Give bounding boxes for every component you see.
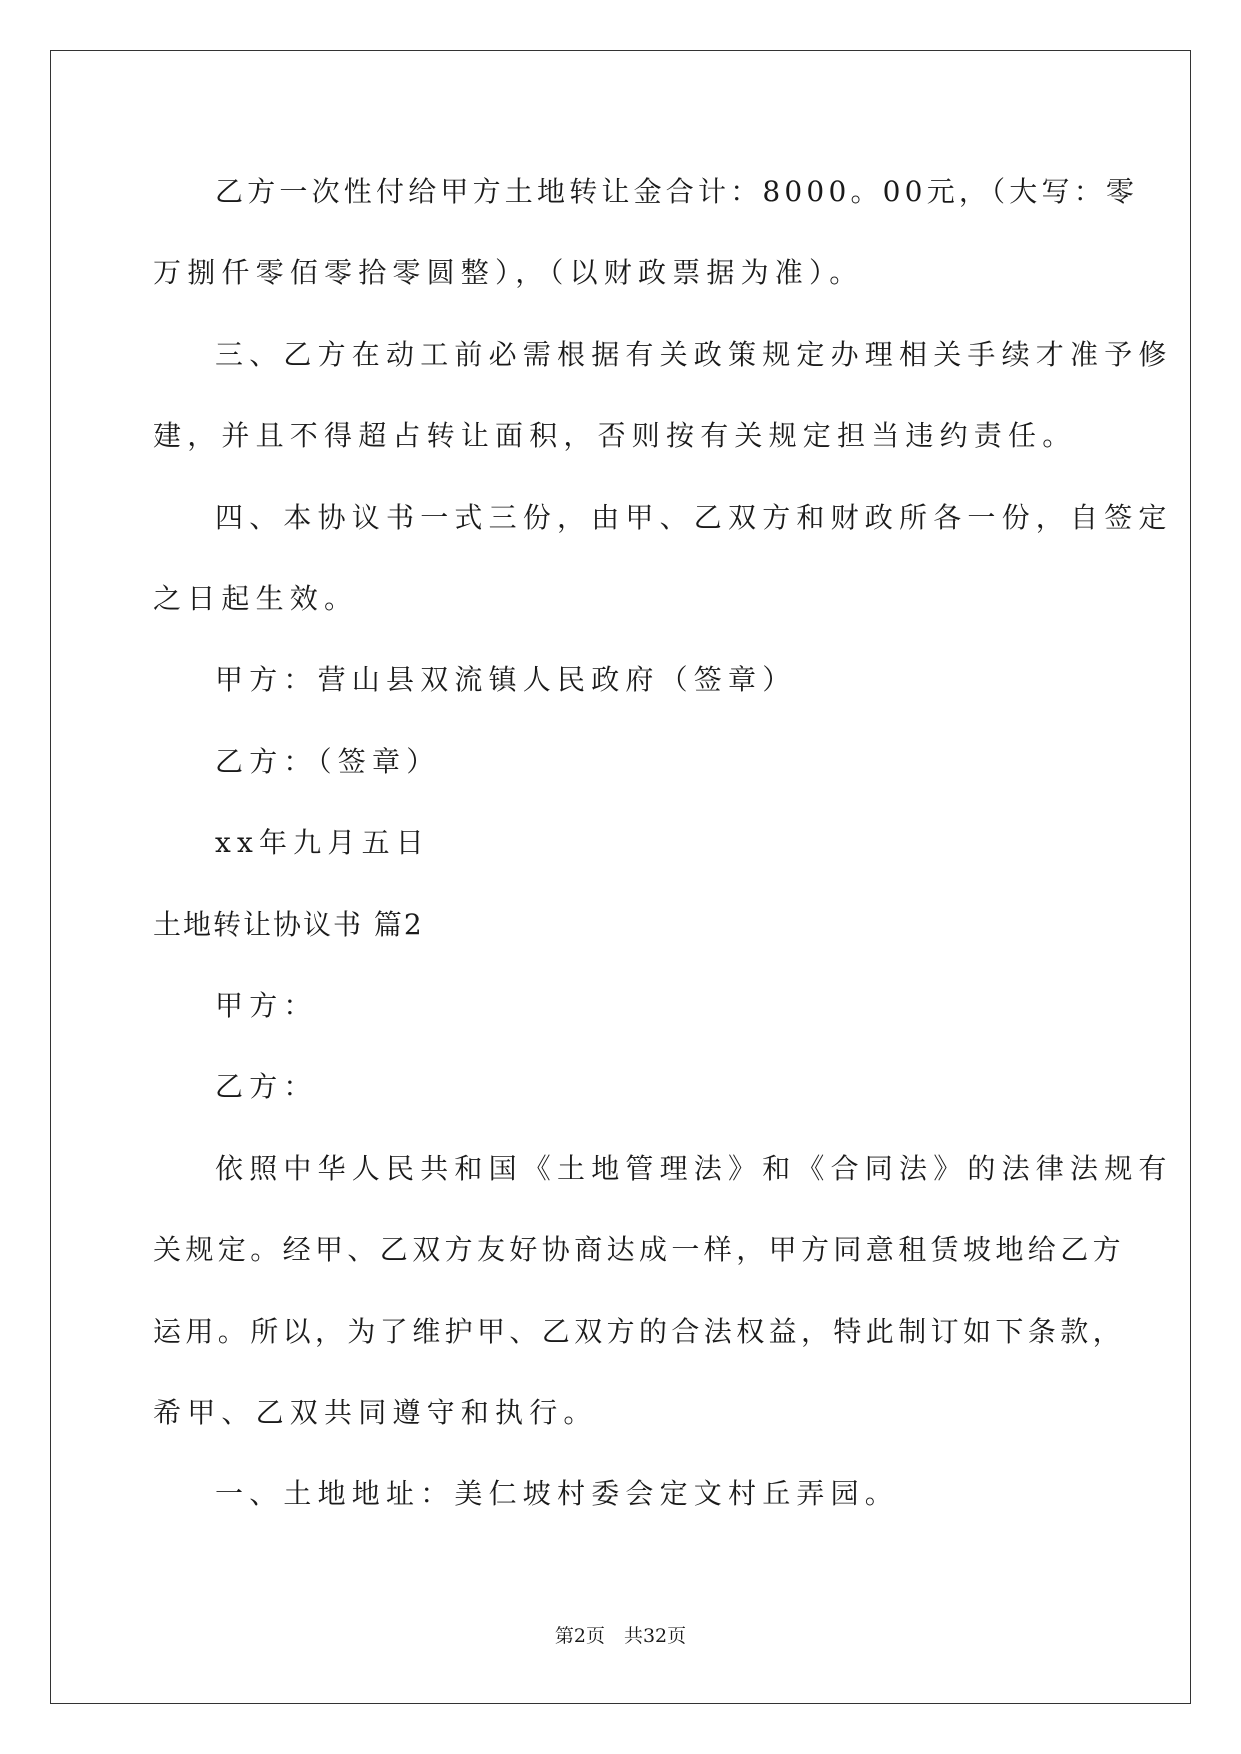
text-line: 依照中华人民共和国《土地管理法》和《合同法》的法律法规有 bbox=[215, 1152, 1173, 1185]
page-number-footer: 第2页 共32页 bbox=[554, 1625, 687, 1647]
text-line: 甲方： bbox=[215, 989, 318, 1022]
text-line: 乙方： bbox=[215, 1070, 318, 1103]
text-line: 三、乙方在动工前必需根据有关政策规定办理相关手续才准予修 bbox=[215, 338, 1173, 371]
text-line: 乙方：（签章） bbox=[215, 745, 441, 778]
text-line: 关规定。经甲、乙双方友好协商达成一样，甲方同意租赁坡地给乙方 bbox=[153, 1233, 1126, 1266]
text-line: 运用。所以，为了维护甲、乙双方的合法权益，特此制订如下条款， bbox=[153, 1315, 1126, 1348]
text-line: 乙方一次性付给甲方土地转让金合计：8000。00元，（大写：零 bbox=[215, 175, 1139, 208]
text-line: 希甲、乙双共同遵守和执行。 bbox=[153, 1396, 598, 1429]
text-line: 一、土地地址：美仁坡村委会定文村丘弄园。 bbox=[215, 1477, 900, 1510]
text-line: 甲方：营山县双流镇人民政府（签章） bbox=[215, 663, 797, 696]
text-line: 四、本协议书一式三份，由甲、乙双方和财政所各一份，自签定 bbox=[215, 501, 1173, 534]
text-line: 之日起生效。 bbox=[153, 582, 359, 615]
text-line: 建，并且不得超占转让面积，否则按有关规定担当违约责任。 bbox=[153, 419, 1077, 452]
section-heading: 土地转让协议书 篇2 bbox=[153, 908, 424, 941]
text-line: 万捌仟零佰零拾零圆整），（以财政票据为准）。 bbox=[153, 256, 864, 289]
text-line: xx年九月五日 bbox=[215, 826, 430, 859]
page-border bbox=[50, 50, 1191, 1704]
